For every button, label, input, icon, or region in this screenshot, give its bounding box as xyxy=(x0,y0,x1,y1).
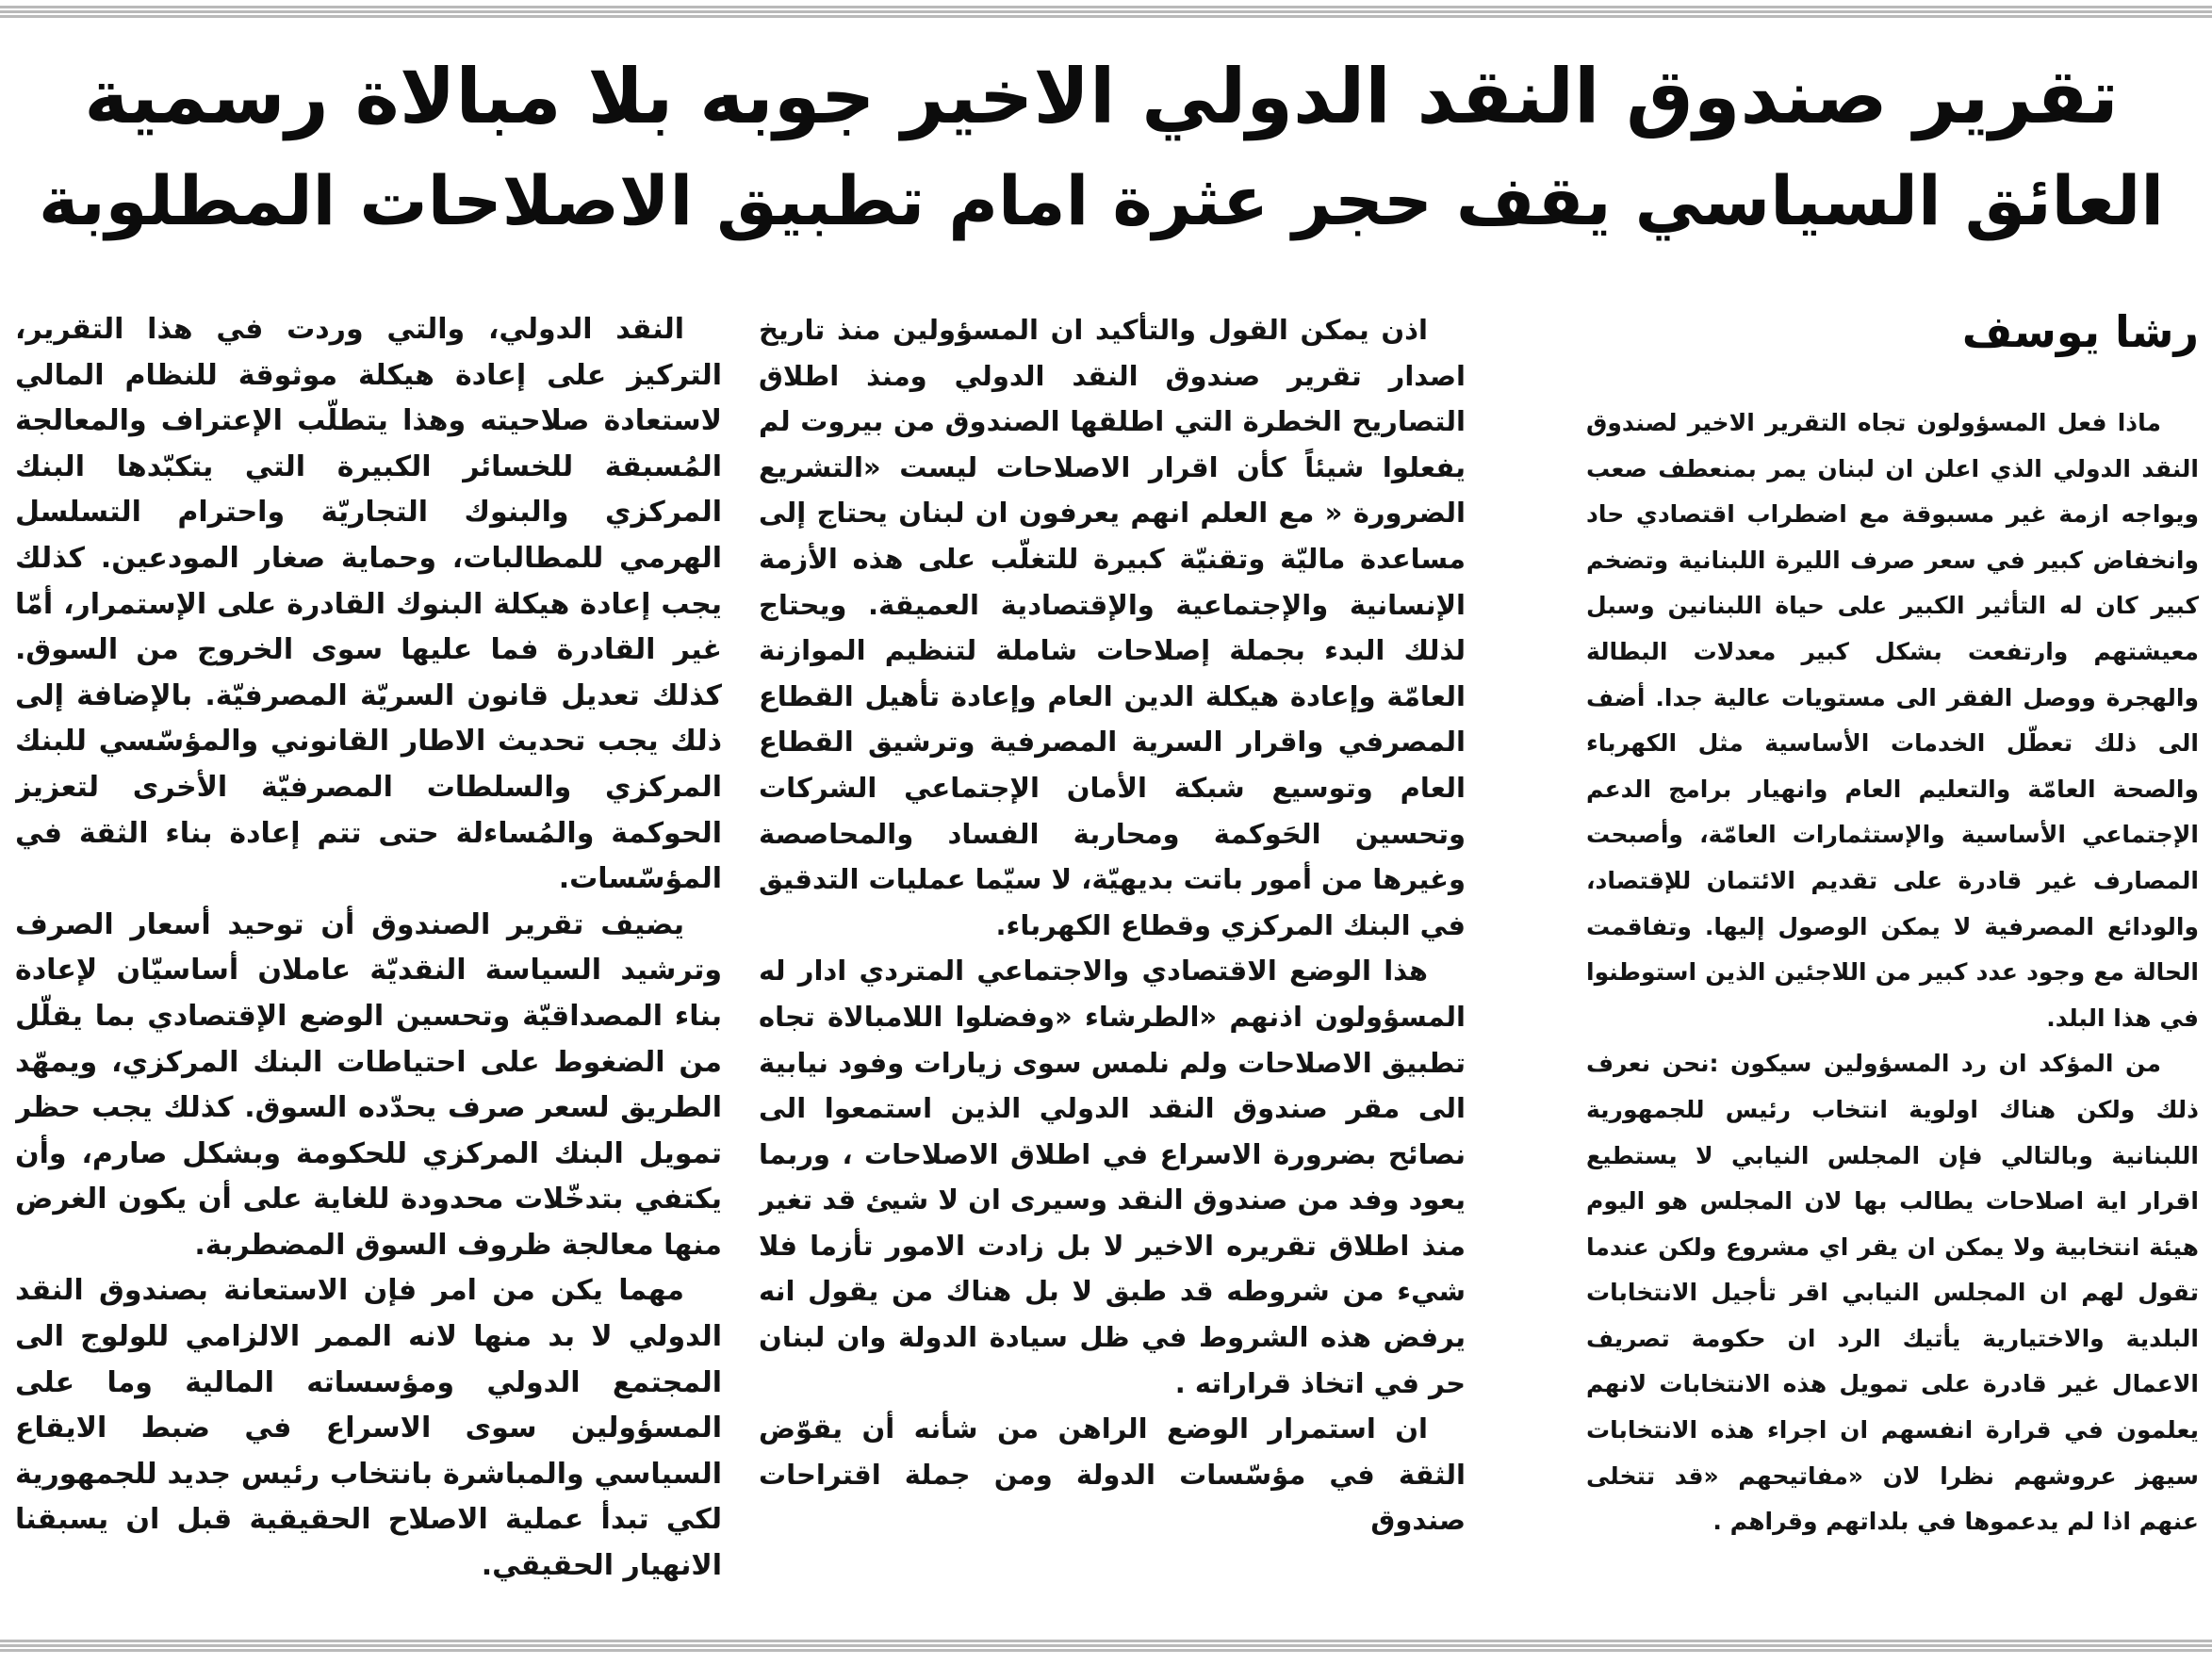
article-column-middle xyxy=(759,307,1466,1617)
paragraph: يضيف تقرير الصندوق أن توحيد أسعار الصرف وترشيد السياسة النقديّة عاملان أساسيّان لإعادة بناء المصداقيّة وتحسين الوضع الإقتصادي بما يقلّل من الضغوط على احتياطات البنك المركزي، ويمهّد الطريق لسعر صرف يحدّده السوق. كذلك يجب حظر تمويل البنك المركزي للحكومة وبشكل صارم، وأن يكتفي بتدخّلات محدودة للغاية على أن يكون الغرض منها معالجة ظروف السوق المضطربة. xyxy=(15,907,722,1262)
headline-line-1: تقرير صندوق النقد الدولي الاخير جوبه بلا مبالاة رسمية xyxy=(84,53,2119,140)
paragraph: ماذا فعل المسؤولون تجاه التقرير الاخير لصندوق النقد الدولي الذي اعلن ان لبنان يمر بمنعطف صعب ويواجه ازمة غير مسبوقة مع اضطراب اقتصادي حاد وانخفاض كبير في سعر صرف الليرة اللبنانية وتضخم كبير كان له التأثير الكبير على حياة اللبنانين وسبل معيشتهم وارتفعت بشكل كبير معدلات البطالة والهجرة ووصل الفقر الى مستويات عالية جدا. أضف الى ذلك تعطّل الخدمات الأساسية مثل الكهرباء والصحة العامّة والتعليم العام وانهيار برامج الدعم الإجتماعي الأساسية والإستثمارات العامّة، وأصبحت المصارف غير قادرة على تقديم الائتمان للإقتصاد، والودائع المصرفية لا يمكن الوصول إليها. وتفاقمت الحالة مع وجود عدد كبير من اللاجئين الذين استوطنوا في هذا البلد. xyxy=(1586,409,2199,1032)
author-byline: رشا يوسف xyxy=(1961,306,2199,357)
paragraph: مهما يكن من امر فإن الاستعانة بصندوق النقد الدولي لا بد منها لانه الممر الالزامي للولوج الى المجتمع الدولي ومؤسساته المالية وما على المسؤولين سوى الاسراع في ضبط الايقاع السياسي والمباشرة بانتخاب رئيس جديد للجمهورية لكي تبدأ عملية الاصلاح الحقيقية قبل ان يسبقنا الانهيار الحقيقي. xyxy=(15,1274,722,1583)
top-border-rule xyxy=(0,6,2212,19)
paragraph: النقد الدولي، والتي وردت في هذا التقرير، التركيز على إعادة هيكلة موثوقة للنظام المالي لاستعادة صلاحيته وهذا يتطلّب الإعتراف والمعالجة المُسبقة للخسائر الكبيرة التي يتكبّدها البنك المركزي والبنوك التجاريّة واحترام التسلسل الهرمي للمطالبات، وحماية صغار المودعين. كذلك يجب إعادة هيكلة البنوك القادرة على الإستمرار، أمّا غير القادرة فما عليها سوى الخروج من السوق. كذلك تعديل قانون السريّة المصرفيّة. بالإضافة إلى ذلك يجب تحديث الاطار القانوني والمؤسّسي للبنك المركزي والسلطات المصرفيّة الأخرى لتعزيز الحوكمة والمُساءلة حتى تتم إعادة بناء الثقة في المؤسّسات. xyxy=(15,313,722,896)
headline-line-2: العائق السياسي يقف حجر عثرة امام تطبيق الاصلاحات المطلوبة xyxy=(38,161,2165,240)
article-column-left xyxy=(15,307,722,1617)
article-column-right xyxy=(1586,400,2199,1616)
paragraph: هذا الوضع الاقتصادي والاجتماعي المتردي ادار له المسؤولون اذنهم «الطرشاء «وفضلوا اللامبالاة تجاه تطبيق الاصلاحات ولم نلمس سوى زيارات وفود نيابية الى مقر صندوق النقد الدولي الذين استمعوا الى نصائح بضرورة الاسراع في اطلاق الاصلاحات ، وربما يعود وفد من صندوق النقد وسيرى ان لا شيئ قد تغير منذ اطلاق تقريره الاخير لا بل زادت الامور تأزما فلا شيء من شروطه قد طبق لا بل هناك من يقول انه يرفض هذه الشروط في ظل سيادة الدولة وان لبنان حر في اتخاذ قراراته . xyxy=(759,955,1466,1399)
paragraph: من المؤكد ان رد المسؤولين سيكون :نحن نعرف ذلك ولكن هناك اولوية انتخاب رئيس للجمهورية اللبنانية وبالتالي فإن المجلس النيابي لا يستطيع اقرار اية اصلاحات يطالب بها لان المجلس هو اليوم هيئة انتخابية ولا يمكن ان يقر اي مشروع ولكن عندما تقول لهم ان المجلس النيابي اقر تأجيل الانتخابات البلدية والاختيارية يأتيك الرد ان حكومة تصريف الاعمال غير قادرة على تمويل هذه الانتخابات لانهم يعلمون في قرارة انفسهم ان اجراء هذه الانتخابات سيهز عروشهم نظرا لان «مفاتيحهم «قد تتخلى عنهم اذا لم يدعموها في بلداتهم وقراهم . xyxy=(1586,1050,2199,1536)
paragraph: اذن يمكن القول والتأكيد ان المسؤولين منذ تاريخ اصدار تقرير صندوق النقد الدولي ومنذ اطلاق التصاريح الخطرة التي اطلقها الصندوق من بيروت لم يفعلوا شيئاً كأن اقرار الاصلاحات ليست «التشريع الضرورة « مع العلم انهم يعرفون ان لبنان يحتاج إلى مساعدة ماليّة وتقنيّة كبيرة للتغلّب على هذه الأزمة الإنسانية والإجتماعية والإقتصادية العميقة. ويحتاج لذلك البدء بجملة إصلاحات شاملة لتنظيم الموازنة العامّة وإعادة هيكلة الدين العام وإعادة تأهيل القطاع المصرفي واقرار السرية المصرفية وترشيق القطاع العام وتوسيع شبكة الأمان الإجتماعي الشركات وتحسين الحَوكمة ومحاربة الفساد والمحاصصة وغيرها من أمور باتت بديهيّة، لا سيّما عمليات التدقيق في البنك المركزي وقطاع الكهرباء. xyxy=(759,314,1466,941)
article-headline xyxy=(19,45,2184,271)
paragraph: ان استمرار الوضع الراهن من شأنه أن يقوّض الثقة في مؤسّسات الدولة ومن جملة اقتراحات صندوق xyxy=(759,1412,1466,1537)
bottom-border-rule xyxy=(0,1640,2212,1653)
